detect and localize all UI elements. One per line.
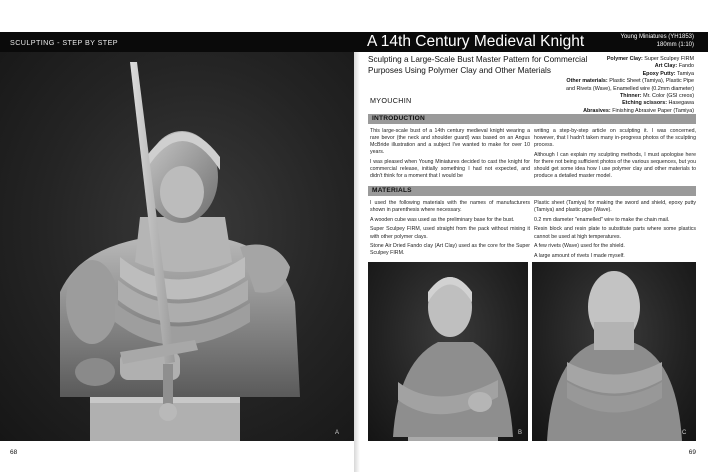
materials-spec-value: Finishing Abrasive Paper (Tamiya) xyxy=(610,107,694,114)
kit-info xyxy=(621,33,695,49)
materials-spec-key: Art Clay: xyxy=(654,63,678,70)
page-number-right: 69 xyxy=(688,449,696,456)
intro-paragraph: Although I can explain my sculpting methods, I must apologise here for there not being sufficient photos of the various sequences, but you should get some idea how I use polymer clay and other materials to produce a detailed master model. xyxy=(534,151,696,180)
materials-paragraph: I used the following materials with the names of manufacturers shown in parenthesis where necessary. xyxy=(370,200,530,214)
materials-paragraph: Stone Air Dried Fando clay (Art Clay) used as the core for the Super Sculpey FIRM. xyxy=(370,243,530,257)
photo-c-bust-back xyxy=(532,262,696,441)
materials-spec-key: Etching scissors: xyxy=(622,100,668,107)
materials-paragraph: A wooden cube was used as the preliminary base for the bust. xyxy=(370,216,515,223)
materials-paragraph: 0.2 mm diameter "enamelled" wire to make the chain mail. xyxy=(534,216,670,223)
article-subtitle: Sculpting a Large-Scale Bust Master Pattern for Commercial Purposes Using Polymer Clay and Other Materials xyxy=(368,55,588,75)
kit-brand: Young Miniatures (YH1853) xyxy=(620,34,694,40)
materials-spec-line xyxy=(514,56,694,63)
materials-spec-line xyxy=(514,71,694,78)
materials-paragraph: Super Sculpey FIRM, used straight from the pack without mixing it with other polymer clays. xyxy=(370,226,530,240)
materials-spec-list xyxy=(514,56,694,115)
materials-spec-value: Fando xyxy=(677,63,694,70)
materials-paragraph: A few rivets (Wave) used for the shield. xyxy=(534,243,625,250)
intro-paragraph: I was pleased when Young Miniatures decided to cast the knight for commercial release, initially something I had not expected, and didn't think for a moment that I would be xyxy=(370,158,530,180)
materials-spec-value: Plastic Sheet (Tamiya), Plastic Pipe xyxy=(607,78,694,85)
materials-left-column xyxy=(370,200,530,260)
bust-side-illustration xyxy=(368,262,528,441)
materials-spec-line xyxy=(514,100,694,107)
bust-back-illustration xyxy=(532,262,696,441)
photo-b-label: B xyxy=(518,430,523,436)
introduction-right-column xyxy=(534,128,696,183)
photo-a-knight-bust xyxy=(0,52,354,441)
introduction-heading-bar xyxy=(368,114,696,124)
author-name: MYOUCHIN xyxy=(370,96,412,105)
materials-paragraph: Plastic sheet (Tamiya) for making the sword and shield, epoxy putty (Tamiya) and plastic pipe (Wave). xyxy=(534,200,696,214)
materials-paragraph: Resin block and resin plate to substitute parts where some plastics cannot be used at high temperatures. xyxy=(534,226,696,240)
introduction-left-column xyxy=(370,128,530,183)
intro-paragraph: writing a step-by-step article on sculpting it. I was concerned, however, that I hadn't taken many in-progress photos of the sculpting process. xyxy=(534,128,696,149)
page-gutter xyxy=(354,52,360,472)
introduction-heading: INTRODUCTION xyxy=(372,115,425,122)
materials-spec-line xyxy=(514,63,694,70)
materials-spec-line xyxy=(514,78,694,85)
materials-spec-key: Abrasives: xyxy=(583,107,611,114)
section-label: SCULPTING - STEP BY STEP xyxy=(10,38,118,47)
materials-spec-value: Mr. Color (GSI creos) xyxy=(641,93,694,100)
materials-spec-key: Other materials: xyxy=(566,78,608,85)
materials-spec-line xyxy=(514,86,694,93)
materials-spec-value: Hasegawa xyxy=(667,100,694,107)
materials-right-column xyxy=(534,200,696,263)
photo-c-label: C xyxy=(682,430,687,436)
materials-heading-bar xyxy=(368,186,696,196)
photo-a-label: A xyxy=(335,430,340,436)
materials-spec-key: Thinner: xyxy=(620,93,642,100)
knight-bust-illustration xyxy=(0,52,354,441)
article-title: A 14th Century Medieval Knight xyxy=(367,33,585,50)
materials-spec-line xyxy=(514,93,694,100)
materials-spec-value: and Rivets (Wave), Enamelled wire (0.2mm diameter) xyxy=(565,85,694,92)
materials-spec-key: Polymer Clay: xyxy=(606,56,643,62)
materials-heading: MATERIALS xyxy=(372,187,412,194)
materials-paragraph: A large amount of rivets I made myself. xyxy=(534,252,625,259)
intro-paragraph: This large-scale bust of a 14th century medieval knight wearing a rare bevor (the neck and shoulder guard) was based on an Angus McBride illustration and a subject I've wanted to make for over 10 years. xyxy=(370,128,530,156)
kit-scale: 180mm (1:10) xyxy=(656,42,694,48)
page-number-left: 68 xyxy=(10,449,18,456)
materials-spec-key: Epoxy Putty: xyxy=(642,70,676,77)
materials-spec-value: Tamiya xyxy=(675,70,694,77)
photo-b-bust-side xyxy=(368,262,528,441)
materials-spec-value: Super Sculpey FIRM xyxy=(642,56,694,62)
